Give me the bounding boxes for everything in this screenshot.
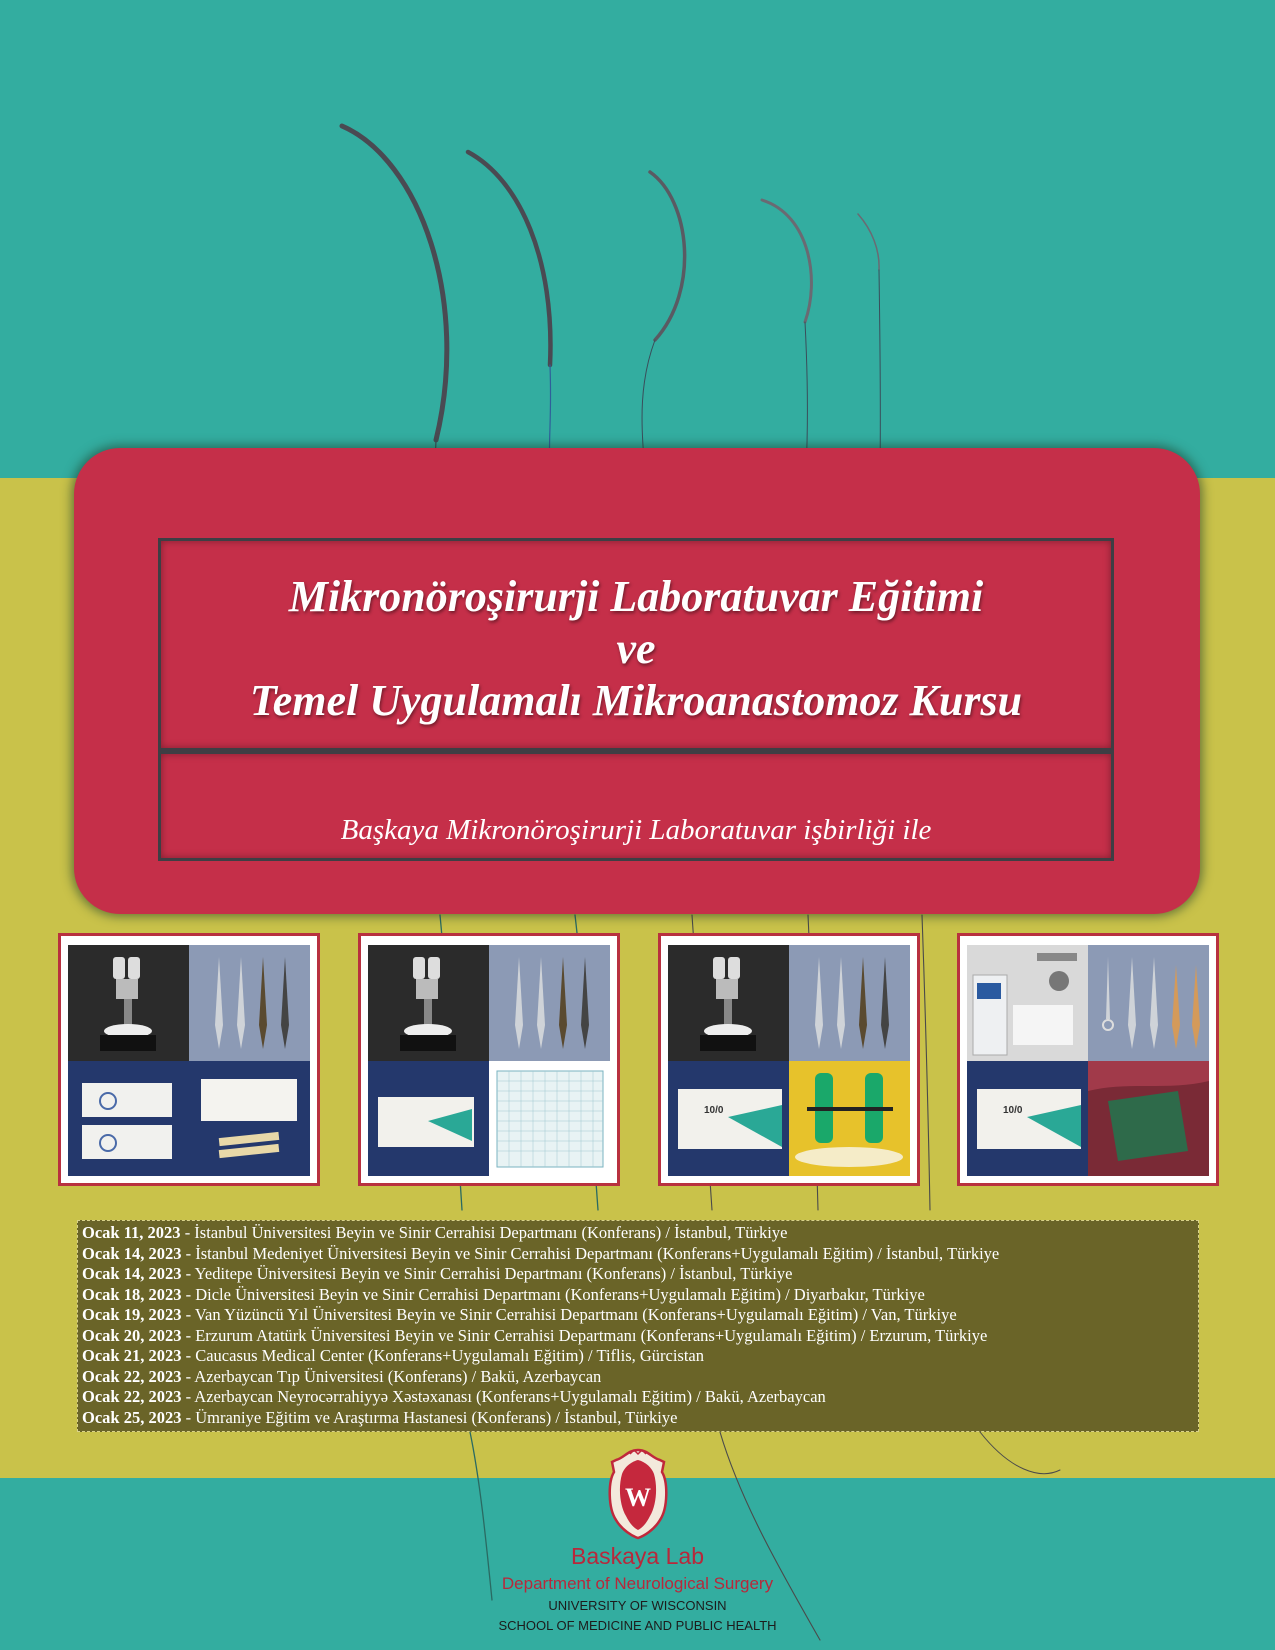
schedule-date: Ocak 22, 2023 bbox=[82, 1387, 182, 1406]
schedule-item bbox=[82, 1367, 1198, 1388]
photo-collage-4 bbox=[957, 933, 1219, 1186]
schedule-date: Ocak 18, 2023 bbox=[82, 1284, 182, 1304]
suture-pack-photo bbox=[368, 1061, 489, 1177]
schedule-details: - Ümraniye Eğitim ve Araştırma Hastanesi (Konferans) / İstanbul, Türkiye bbox=[181, 1407, 678, 1427]
vessel-clamp-model-photo bbox=[789, 1061, 910, 1177]
subtitle-frame bbox=[158, 751, 1114, 861]
schedule-date: Ocak 20, 2023 bbox=[82, 1325, 182, 1345]
schedule-item bbox=[82, 1326, 1198, 1347]
schedule-details: - Erzurum Atatürk Üniversitesi Beyin ve Sinir Cerrahisi Departmanı (Konferans+Uygulamalı Eğitim) / Erzurum, Türkiye bbox=[181, 1325, 988, 1345]
lab-name: Baskaya Lab bbox=[571, 1543, 704, 1569]
university-name: UNIVERSITY OF WISCONSIN bbox=[548, 1598, 727, 1613]
crest-letter: W bbox=[625, 1483, 651, 1512]
title-line-3: Temel Uygulamalı Mikroanastomoz Kursu bbox=[249, 676, 1023, 725]
schedule-details: - Yeditepe Üniversitesi Beyin ve Sinir Cerrahisi Departmanı (Konferans) / İstanbul, Türkiye bbox=[181, 1264, 793, 1283]
schedule-date: Ocak 14, 2023 bbox=[82, 1264, 182, 1283]
schedule-item bbox=[82, 1264, 1198, 1285]
operating-microscope-photo bbox=[967, 945, 1088, 1061]
background-teal-top bbox=[0, 0, 1275, 478]
tissue-model-photo bbox=[1088, 1061, 1209, 1177]
schedule-details: - Van Yüzüncü Yıl Üniversitesi Beyin ve Sinir Cerrahisi Departmanı (Konferans+Uygulamalı Eğitim) / Van, Türkiye bbox=[181, 1305, 957, 1324]
schedule-details: - İstanbul Medeniyet Üniversitesi Beyin ve Sinir Cerrahisi Departmanı (Konferans+Uygulamalı Eğitim) / İstanbul, Türkiye bbox=[181, 1243, 1000, 1263]
suture-pack-photo bbox=[967, 1061, 1088, 1177]
photo-collage-3 bbox=[658, 933, 920, 1186]
pack-size-label: 10/0 bbox=[704, 1104, 724, 1116]
gauze-package-photo bbox=[189, 1061, 310, 1177]
schedule-item bbox=[82, 1346, 1198, 1367]
suture-pack-photo bbox=[668, 1061, 789, 1177]
schedule-item bbox=[82, 1244, 1198, 1265]
microscope-photo bbox=[368, 945, 489, 1061]
schedule-date: Ocak 14, 2023 bbox=[82, 1243, 182, 1263]
schedule-item bbox=[82, 1387, 1198, 1408]
schedule-item bbox=[82, 1305, 1198, 1326]
schedule-item bbox=[82, 1223, 1198, 1244]
title-card bbox=[74, 448, 1200, 914]
schedule-details: - Azerbaycan Neyrocərrahiyyə Xəstəxanası (Konferans+Uygulamalı Eğitim) / Bakü, Azerbaycan bbox=[181, 1387, 826, 1406]
suture-packages-photo bbox=[68, 1061, 189, 1177]
title-line-1: Mikronöroşirurji Laboratuvar Eğitimi bbox=[288, 572, 984, 621]
subtitle: Başkaya Mikronöroşirurji Laboratuvar işbirliği ile bbox=[340, 814, 932, 846]
schedule-details: - Caucasus Medical Center (Konferans+Uygulamalı Eğitim) / Tiflis, Gürcistan bbox=[181, 1346, 705, 1365]
title-line-2: ve bbox=[616, 624, 656, 673]
microscope-photo bbox=[668, 945, 789, 1061]
schedule-date: Ocak 11, 2023 bbox=[82, 1223, 181, 1242]
surgical-tools-photo bbox=[489, 945, 610, 1061]
title-frame bbox=[158, 538, 1114, 751]
schedule-date: Ocak 19, 2023 bbox=[82, 1305, 182, 1324]
surgical-tools-photo bbox=[189, 945, 310, 1061]
schedule-details: - Azerbaycan Tıp Üniversitesi (Konferans) / Bakü, Azerbaycan bbox=[181, 1366, 602, 1386]
course-schedule bbox=[77, 1220, 1199, 1432]
grid-paper-photo bbox=[489, 1061, 610, 1177]
schedule-details: - Dicle Üniversitesi Beyin ve Sinir Cerrahisi Departmanı (Konferans+Uygulamalı Eğitim) / Diyarbakır, Türkiye bbox=[181, 1284, 925, 1304]
schedule-date: Ocak 21, 2023 bbox=[82, 1346, 182, 1365]
schedule-date: Ocak 25, 2023 bbox=[82, 1407, 182, 1427]
schedule-item bbox=[82, 1408, 1198, 1429]
surgical-tools-photo bbox=[789, 945, 910, 1061]
schedule-details: - İstanbul Üniversitesi Beyin ve Sinir Cerrahisi Departmanı (Konferans) / İstanbul, Türkiye bbox=[180, 1223, 788, 1242]
school-name: SCHOOL OF MEDICINE AND PUBLIC HEALTH bbox=[498, 1618, 777, 1633]
pack-size-label: 10/0 bbox=[1003, 1104, 1023, 1116]
university-crest-logo bbox=[606, 1448, 670, 1540]
schedule-item bbox=[82, 1285, 1198, 1306]
photo-collage-2 bbox=[358, 933, 620, 1186]
photo-collage-1 bbox=[58, 933, 320, 1186]
department-name: Department of Neurological Surgery bbox=[501, 1574, 774, 1593]
surgical-tools-photo bbox=[1088, 945, 1209, 1061]
microscope-photo bbox=[68, 945, 189, 1061]
schedule-date: Ocak 22, 2023 bbox=[82, 1366, 182, 1386]
